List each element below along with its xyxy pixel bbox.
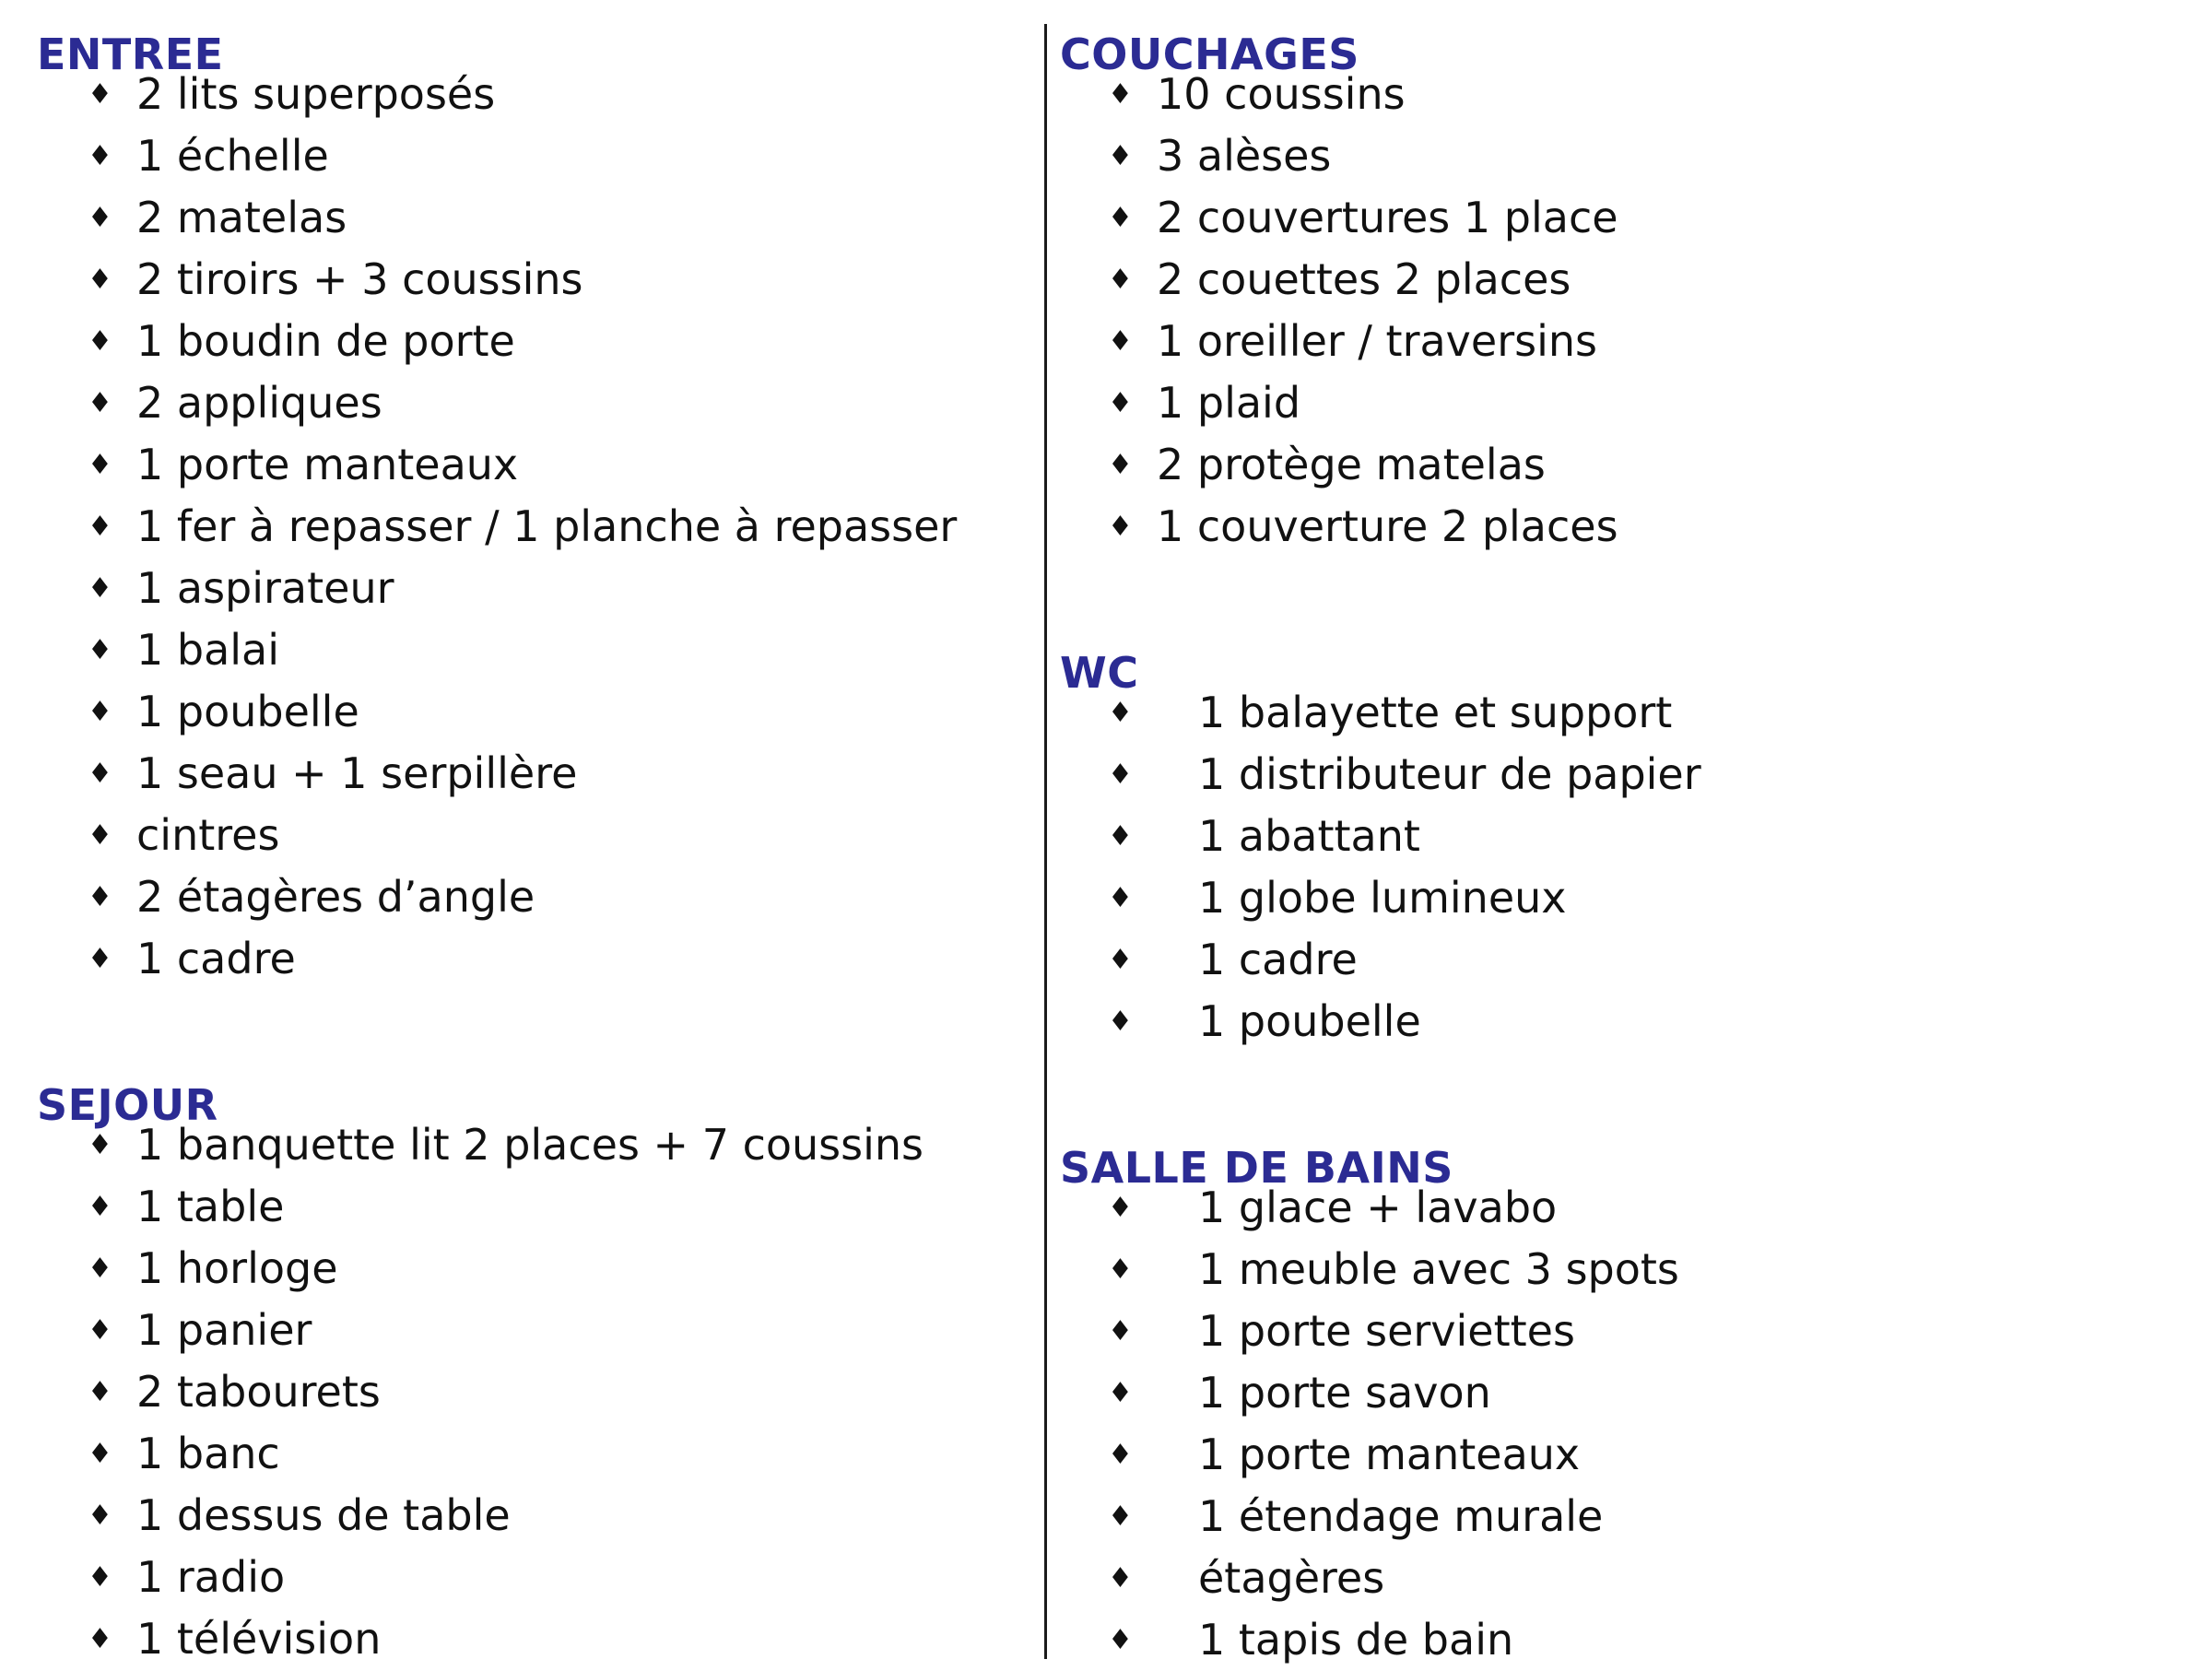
list-item-label: 1 glace + lavabo xyxy=(1198,1183,1558,1232)
diamond-bullet-icon: ♦ xyxy=(1108,449,1133,481)
list-item-label: 1 meuble avec 3 spots xyxy=(1198,1244,1679,1294)
list-item-label: 1 seau + 1 serpillère xyxy=(136,748,578,798)
list-item xyxy=(1046,64,2198,125)
list-item xyxy=(1046,929,2198,991)
list-item xyxy=(0,311,1032,372)
list-item xyxy=(0,249,1032,311)
diamond-bullet-icon: ♦ xyxy=(1108,140,1133,172)
diamond-bullet-icon: ♦ xyxy=(1108,511,1133,543)
diamond-bullet-icon: ♦ xyxy=(1108,202,1133,234)
diamond-bullet-icon: ♦ xyxy=(88,325,112,358)
diamond-bullet-icon: ♦ xyxy=(1108,78,1133,111)
list-item-label: 2 étagères d’angle xyxy=(136,872,535,922)
diamond-bullet-icon: ♦ xyxy=(88,1129,112,1161)
list-item-label: cintres xyxy=(136,810,280,860)
list-item-label: 1 porte manteaux xyxy=(1198,1430,1581,1479)
list-item-label: 1 globe lumineux xyxy=(1198,873,1567,923)
list-item-label: 1 porte savon xyxy=(1198,1368,1491,1418)
diamond-bullet-icon: ♦ xyxy=(1108,387,1133,419)
list-item-label: 10 coussins xyxy=(1157,69,1406,119)
list-item-label: 1 aspirateur xyxy=(136,563,394,613)
diamond-bullet-icon: ♦ xyxy=(1108,1253,1133,1286)
list-item xyxy=(0,434,1032,496)
list-item xyxy=(1046,372,2198,434)
diamond-bullet-icon: ♦ xyxy=(88,696,112,728)
list-item xyxy=(1046,682,2198,744)
diamond-bullet-icon: ♦ xyxy=(88,140,112,172)
diamond-bullet-icon: ♦ xyxy=(1108,1624,1133,1656)
diamond-bullet-icon: ♦ xyxy=(88,758,112,790)
list-item xyxy=(0,64,1032,125)
list-item-label: 1 horloge xyxy=(136,1243,338,1293)
list-item xyxy=(0,619,1032,681)
list-item xyxy=(0,558,1032,619)
list-item-label: 1 balai xyxy=(136,625,280,675)
list-item-label: étagères xyxy=(1198,1553,1385,1603)
list-item xyxy=(1046,1300,2198,1362)
list-item-label: 1 poubelle xyxy=(136,687,359,736)
diamond-bullet-icon: ♦ xyxy=(1108,1439,1133,1471)
list-item xyxy=(1046,1362,2198,1424)
diamond-bullet-icon: ♦ xyxy=(1108,1315,1133,1347)
list-item-label: 1 télévision xyxy=(136,1614,382,1664)
list-item-label: 1 balayette et support xyxy=(1198,688,1673,737)
list-item xyxy=(0,1238,1032,1300)
diamond-bullet-icon: ♦ xyxy=(88,1253,112,1285)
list-item xyxy=(0,1423,1032,1485)
list-item-label: 3 alèses xyxy=(1157,131,1332,181)
section-heading-salle-de-bains: SALLE DE BAINS xyxy=(1060,1143,1453,1193)
list-item-label: 1 table xyxy=(136,1182,285,1231)
list-item-label: 1 banquette lit 2 places + 7 coussins xyxy=(136,1120,924,1170)
list-item xyxy=(1046,1609,2198,1671)
diamond-bullet-icon: ♦ xyxy=(88,1623,112,1655)
diamond-bullet-icon: ♦ xyxy=(88,511,112,543)
list-item-label: 2 protège matelas xyxy=(1157,440,1546,489)
list-item xyxy=(1046,187,2198,249)
diamond-bullet-icon: ♦ xyxy=(88,202,112,234)
list-item-label: 2 lits superposés xyxy=(136,69,496,119)
list-item xyxy=(0,187,1032,249)
list-item xyxy=(1046,125,2198,187)
diamond-bullet-icon: ♦ xyxy=(1108,820,1133,853)
list-item xyxy=(0,1176,1032,1238)
diamond-bullet-icon: ♦ xyxy=(88,1500,112,1532)
list-item-label: 2 appliques xyxy=(136,378,382,428)
diamond-bullet-icon: ♦ xyxy=(88,634,112,666)
list-item xyxy=(1046,1177,2198,1239)
diamond-bullet-icon: ♦ xyxy=(1108,1377,1133,1409)
list-item-label: 1 poubelle xyxy=(1198,996,1421,1046)
diamond-bullet-icon: ♦ xyxy=(1108,325,1133,358)
list-item xyxy=(0,1361,1032,1423)
list-item-label: 1 distributeur de papier xyxy=(1198,749,1701,799)
diamond-bullet-icon: ♦ xyxy=(88,449,112,481)
diamond-bullet-icon: ♦ xyxy=(1108,882,1133,914)
list-item-label: 1 porte serviettes xyxy=(1198,1306,1575,1356)
list-item-label: 1 boudin de porte xyxy=(136,316,515,366)
list-item-label: 1 étendage murale xyxy=(1198,1491,1604,1541)
list-item-label: 1 porte manteaux xyxy=(136,440,519,489)
diamond-bullet-icon: ♦ xyxy=(88,1561,112,1594)
list-item xyxy=(1046,311,2198,372)
list-item xyxy=(1046,867,2198,929)
list-item-label: 1 plaid xyxy=(1157,378,1301,428)
section-heading-entree: ENTREE xyxy=(37,29,224,79)
list-item-label: 2 tiroirs + 3 coussins xyxy=(136,254,583,304)
list-item-label: 1 échelle xyxy=(136,131,329,181)
diamond-bullet-icon: ♦ xyxy=(88,387,112,419)
diamond-bullet-icon: ♦ xyxy=(88,1376,112,1408)
list-item-label: 2 matelas xyxy=(136,193,347,242)
list-item xyxy=(1046,806,2198,867)
list-item xyxy=(1046,1547,2198,1609)
list-item xyxy=(0,1300,1032,1361)
list-item-label: 2 couettes 2 places xyxy=(1157,254,1571,304)
list-item xyxy=(1046,1239,2198,1300)
list-item-label: 1 fer à repasser / 1 planche à repasser xyxy=(136,501,958,551)
list-item xyxy=(0,1114,1032,1176)
list-item xyxy=(0,1547,1032,1608)
list-item xyxy=(0,125,1032,187)
diamond-bullet-icon: ♦ xyxy=(88,572,112,605)
list-item xyxy=(0,928,1032,990)
list-item-label: 2 tabourets xyxy=(136,1367,381,1417)
list-item-label: 1 abattant xyxy=(1198,811,1420,861)
section-heading-wc: WC xyxy=(1060,648,1139,698)
section-heading-couchages: COUCHAGES xyxy=(1060,29,1359,79)
list-item-label: 1 oreiller / traversins xyxy=(1157,316,1597,366)
list-item xyxy=(0,1608,1032,1670)
list-item xyxy=(0,372,1032,434)
diamond-bullet-icon: ♦ xyxy=(1108,1500,1133,1533)
diamond-bullet-icon: ♦ xyxy=(88,78,112,111)
list-item xyxy=(0,496,1032,558)
diamond-bullet-icon: ♦ xyxy=(88,1191,112,1223)
diamond-bullet-icon: ♦ xyxy=(88,943,112,975)
list-item-label: 1 cadre xyxy=(1198,935,1358,984)
list-item xyxy=(1046,1486,2198,1547)
diamond-bullet-icon: ♦ xyxy=(88,881,112,913)
list-item-label: 1 panier xyxy=(136,1305,312,1355)
list-item xyxy=(0,681,1032,743)
diamond-bullet-icon: ♦ xyxy=(1108,1192,1133,1224)
diamond-bullet-icon: ♦ xyxy=(1108,944,1133,976)
list-item xyxy=(0,805,1032,866)
list-item-label: 1 dessus de table xyxy=(136,1490,511,1540)
diamond-bullet-icon: ♦ xyxy=(88,264,112,296)
diamond-bullet-icon: ♦ xyxy=(1108,1006,1133,1038)
list-item-label: 1 tapis de bain xyxy=(1198,1615,1514,1665)
diamond-bullet-icon: ♦ xyxy=(88,819,112,852)
list-item xyxy=(1046,496,2198,558)
diamond-bullet-icon: ♦ xyxy=(1108,264,1133,296)
list-item-label: 2 couvertures 1 place xyxy=(1157,193,1618,242)
diamond-bullet-icon: ♦ xyxy=(1108,759,1133,791)
list-item xyxy=(0,743,1032,805)
list-item xyxy=(0,866,1032,928)
list-item xyxy=(1046,249,2198,311)
section-heading-sejour: SEJOUR xyxy=(37,1080,218,1130)
list-item xyxy=(1046,1424,2198,1486)
diamond-bullet-icon: ♦ xyxy=(1108,697,1133,729)
list-item xyxy=(1046,744,2198,806)
diamond-bullet-icon: ♦ xyxy=(88,1438,112,1470)
list-item-label: 1 cadre xyxy=(136,934,296,983)
list-item xyxy=(1046,434,2198,496)
list-item-label: 1 couverture 2 places xyxy=(1157,501,1618,551)
diamond-bullet-icon: ♦ xyxy=(1108,1562,1133,1595)
list-item xyxy=(1046,991,2198,1053)
list-item-label: 1 banc xyxy=(136,1429,280,1478)
list-item-label: 1 radio xyxy=(136,1552,286,1602)
diamond-bullet-icon: ♦ xyxy=(88,1314,112,1347)
list-item xyxy=(0,1485,1032,1547)
